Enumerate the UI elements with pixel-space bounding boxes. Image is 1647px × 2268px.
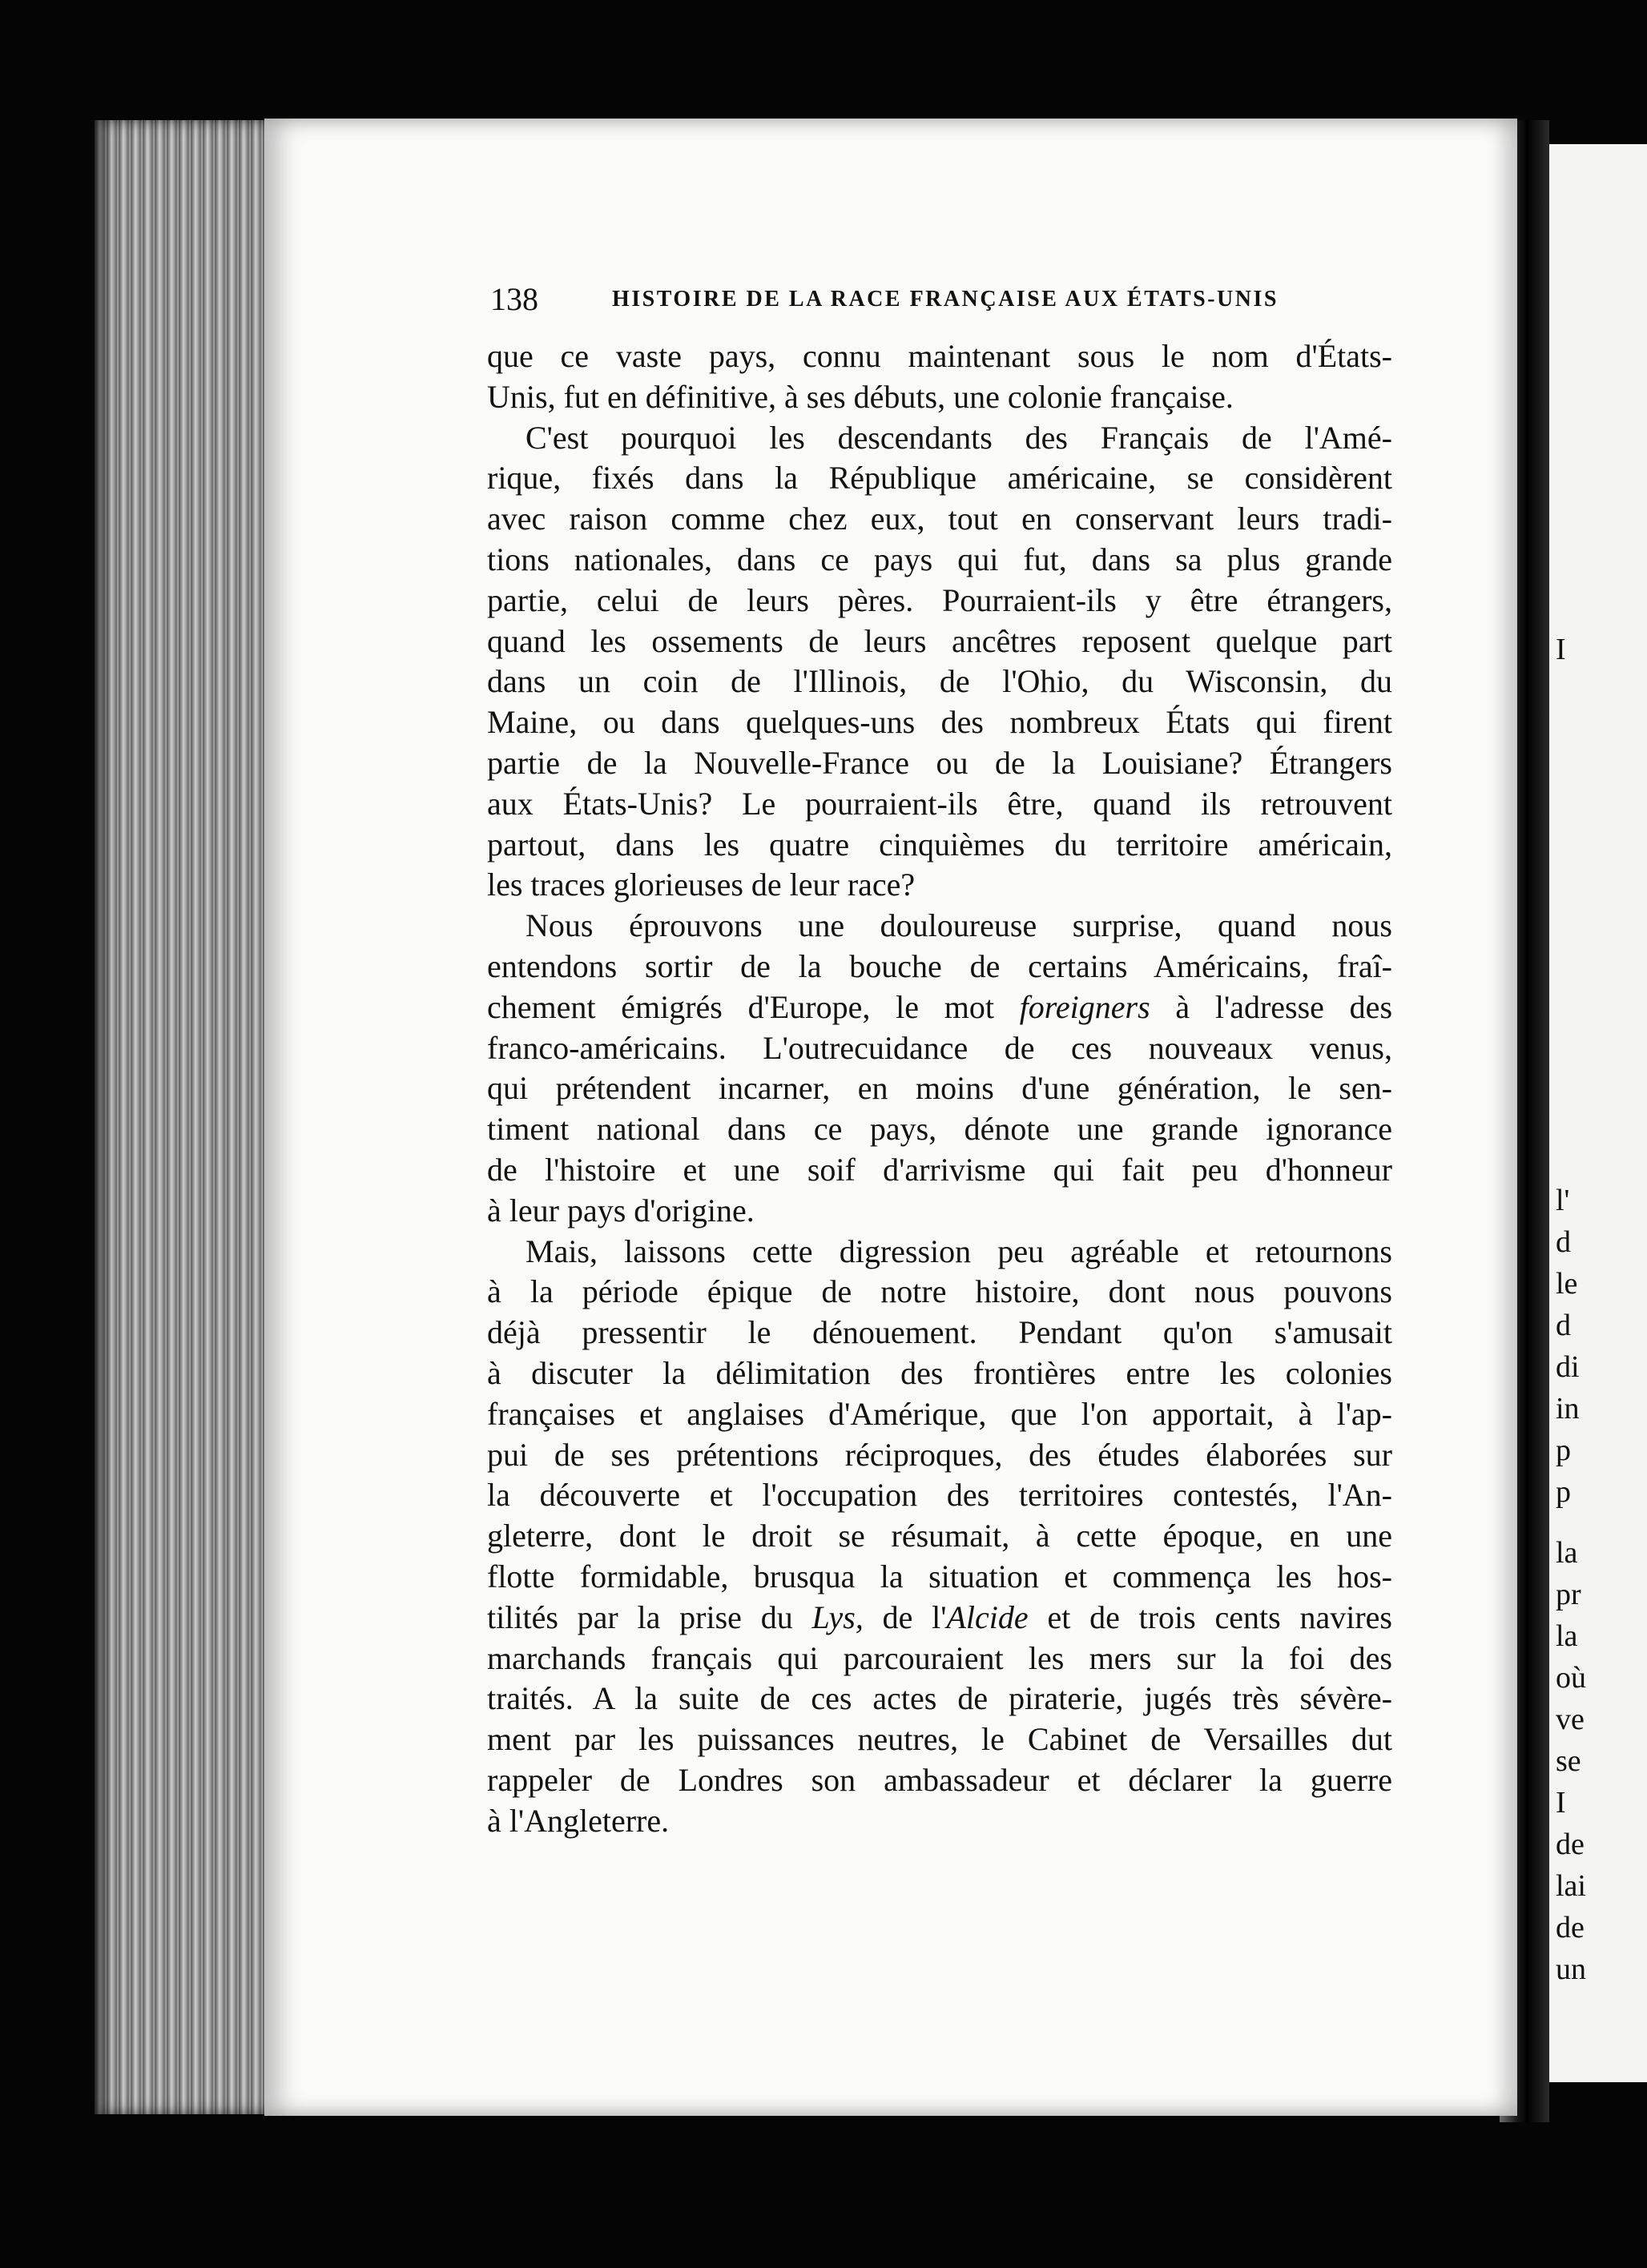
text-line: flotte formidable, brusqua la situation et commença les hos- [487,1558,1392,1594]
text-line: avec raison comme chez eux, tout en conservant leurs tradi- [487,501,1392,537]
text-line: que ce vaste pays, connu maintenant sous le nom d'États- [487,338,1392,374]
text-line-with-italic [487,1598,1392,1639]
text-line: timent national dans ce pays, dénote une grande ignorance [487,1111,1392,1148]
facing-page-fragment: pr [1556,1578,1581,1611]
text-line: à discuter la délimitation des frontières entre les colonies [487,1354,1392,1391]
text-line-with-italic [487,987,1392,1028]
text-line: qui prétendent incarner, en moins d'une génération, le sen- [487,1070,1392,1107]
text-line: partout, dans les quatre cinquièmes du territoire américain, [487,826,1392,863]
facing-page-fragment: la [1556,1619,1578,1653]
text-line: déjà pressentir le dénouement. Pendant qu'on s'amusait [487,1314,1392,1351]
text-line: quand les ossements de leurs ancêtres reposent quelque part [487,622,1392,659]
body-text [487,336,1392,1841]
italic-word: Lys, [811,1598,864,1635]
facing-page-fragment: un [1556,1952,1586,1986]
facing-page-fragment: I [1556,633,1566,666]
italic-word: foreigners [1019,988,1150,1025]
facing-page-fragment: de [1556,1911,1585,1944]
text-run: tilités par la prise du [487,1598,812,1635]
text-line: tions nationales, dans ce pays qui fut, dans sa plus grande [487,541,1392,577]
facing-page-fragment: se [1556,1744,1581,1778]
text-line: franco-américains. L'outrecuidance de ces nouveaux venus, [487,1029,1392,1066]
text-run: de l' [863,1598,947,1635]
facing-page-fragment: la [1556,1536,1578,1570]
text-line: Nous éprouvons une douloureuse surprise, quand nous [526,907,1392,944]
text-line: C'est pourquoi les descendants des Français de l'Amé- [526,419,1392,456]
facing-page-fragment: le [1556,1267,1578,1301]
text-line: entendons sortir de la bouche de certains Américains, fraî- [487,947,1392,984]
text-line: Maine, ou dans quelques-uns des nombreux États qui firent [487,704,1392,741]
text-line: dans un coin de l'Illinois, de l'Ohio, du Wisconsin, du [487,663,1392,700]
text-line: gleterre, dont le droit se résumait, à cette époque, en une [487,1518,1392,1554]
page-number: 138 [490,281,538,317]
text-line: Mais, laissons cette digression peu agréable et retournons [526,1233,1392,1269]
italic-word: Alcide [946,1598,1029,1635]
running-head-title: HISTOIRE DE LA RACE FRANÇAISE AUX ÉTATS-UNIS [612,287,1279,312]
text-line: partie, celui de leurs pères. Pourraient-ils y être étrangers, [487,581,1392,618]
facing-page-fragment: de [1556,1828,1585,1861]
facing-page-fragment: ve [1556,1703,1585,1736]
text-line: la découverte et l'occupation des territoires contestés, l'An- [487,1477,1392,1514]
text-line: à leur pays d'origine. [487,1192,755,1228]
facing-page-fragment: où [1556,1661,1586,1695]
text-line: traités. A la suite de ces actes de piraterie, jugés très sévère- [487,1680,1392,1717]
facing-page [1549,144,1647,2082]
text-line: de l'histoire et une soif d'arrivisme qui fait peu d'honneur [487,1151,1392,1188]
facing-page-fragment: p [1556,1434,1571,1467]
text-line: marchands français qui parcouraient les mers sur la foi des [487,1639,1392,1676]
facing-page-fragment: l' [1556,1184,1570,1217]
facing-page-fragment: di [1556,1350,1580,1384]
text-line: les traces glorieuses de leur race? [487,867,916,903]
text-run: à l'adresse des [1150,988,1393,1025]
text-line: aux États-Unis? Le pourraient-ils être, quand ils retrouvent [487,785,1392,822]
text-line: ment par les puissances neutres, le Cabinet de Versailles dut [487,1721,1392,1758]
facing-page-fragment: d [1556,1225,1571,1259]
text-line: rique, fixés dans la République américaine, se considèrent [487,460,1392,497]
text-line: rappeler de Londres son ambassadeur et déclarer la guerre [487,1761,1392,1798]
text-line: à l'Angleterre. [487,1802,670,1839]
text-run: et de trois cents navires [1028,1598,1392,1635]
facing-page-fragment: lai [1556,1869,1586,1903]
text-run: chement émigrés d'Europe, le mot [487,988,1020,1025]
facing-page-fragment: p [1556,1475,1571,1509]
text-line: pui de ses prétentions réciproques, des études élaborées sur [487,1436,1392,1473]
text-line: françaises et anglaises d'Amérique, que l'on apportait, à l'ap- [487,1395,1392,1432]
text-line: partie de la Nouvelle-France ou de la Louisiane? Étrangers [487,744,1392,781]
text-line: à la période épique de notre histoire, dont nous pouvons [487,1273,1392,1310]
facing-page-fragment: d [1556,1309,1571,1342]
facing-page-fragment: in [1556,1392,1580,1426]
text-line: Unis, fut en définitive, à ses débuts, une colonie française. [487,378,1234,415]
running-head [490,280,1291,320]
facing-page-fragment: I [1556,1786,1566,1820]
